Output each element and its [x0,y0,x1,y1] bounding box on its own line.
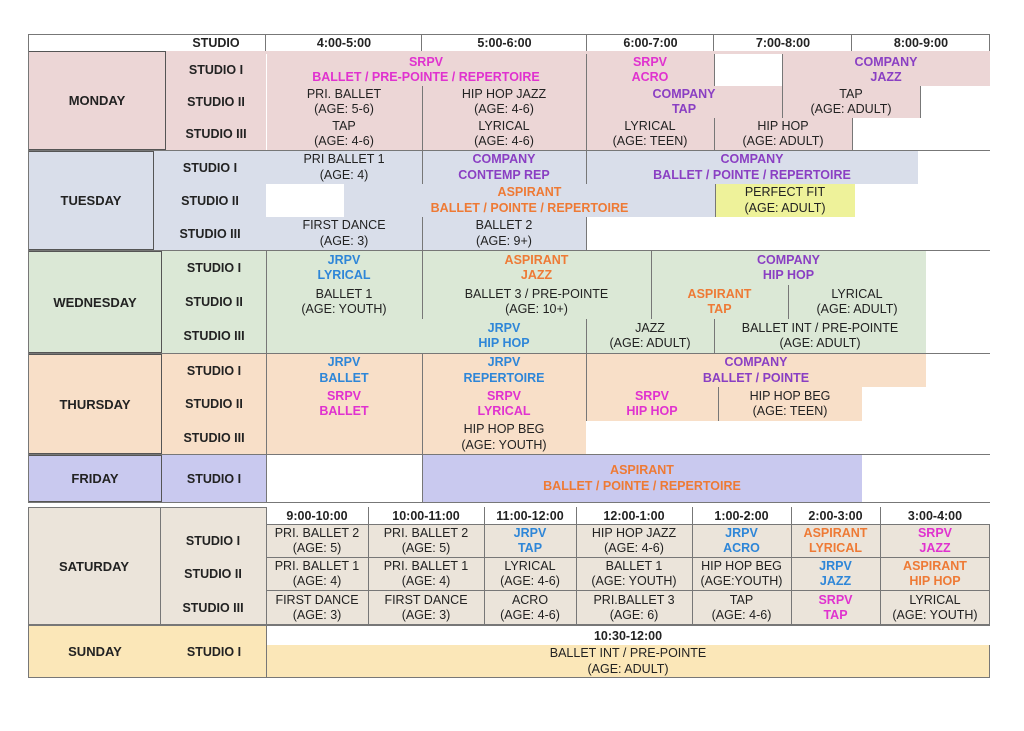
monday-s2-hiphop-jazz: HIP HOP JAZZ (AGE: 4-6) [461,86,547,116]
saturday-studio-2: STUDIO II [184,566,242,581]
saturday-s2-3: ASPIRANT HIP HOP [903,558,967,588]
header-time-8: 8:00-9:00 [852,34,990,51]
wednesday-s1-company-hiphop: COMPANY HIP HOP [757,252,820,282]
tuesday-s2-aspirant-ballet: ASPIRANT BALLET / POINTE / REPERTOIRE [430,185,629,215]
sunday-studio-1: STUDIO I [186,644,242,659]
sunday-time: 10:30-12:00 [593,628,663,643]
saturday-s2-2: JRPV JAZZ [819,558,852,588]
saturday-s3-2: SRPV TAP [818,592,853,622]
thursday-s2-srpv-hiphop: SRPV HIP HOP [626,388,678,418]
day-tuesday: TUESDAY [28,151,154,250]
saturday-s2-1: HIP HOP BEG (AGE:YOUTH) [700,558,783,588]
wednesday-s3-jazz-adult: JAZZ (AGE: ADULT) [609,320,691,350]
saturday-time-11: 11:00-12:00 [496,508,564,523]
saturday-s1-9: PRI. BALLET 2 (AGE: 5) [274,525,360,555]
saturday-s2-11: LYRICAL (AGE: 4-6) [500,558,560,588]
saturday-s1-1: JRPV ACRO [723,525,760,555]
saturday-studio-3: STUDIO III [182,600,244,615]
thursday-s2-srpv-ballet: SRPV BALLET [319,388,369,418]
tuesday-s1-company-ballet: COMPANY BALLET / POINTE / REPERTOIRE [653,152,851,182]
day-wednesday: WEDNESDAY [28,251,162,353]
wednesday-s3-jrpv-hiphop: JRPV HIP HOP [478,320,530,350]
monday-studio-3: STUDIO III [185,127,247,141]
monday-s1-company-jazz: COMPANY JAZZ [854,54,918,84]
monday-studio-2: STUDIO II [187,95,245,109]
wednesday-s2-ballet-3: BALLET 3 / PRE-POINTE (AGE: 10+) [464,286,609,316]
saturday-s3-10: FIRST DANCE (AGE: 3) [384,592,468,622]
tuesday-s2-perfect-fit: PERFECT FIT (AGE: ADULT) [715,184,855,217]
sunday-s1-ballet-int: BALLET INT / PRE-POINTE (AGE: ADULT) [549,646,707,676]
day-saturday: SATURDAY [58,558,130,574]
thursday-s1-company-ballet: COMPANY BALLET / POINTE [702,355,810,385]
wednesday-s2-aspirant-tap: ASPIRANT TAP [687,286,752,316]
thursday-s1-jrpv-ballet: JRPV BALLET [319,355,369,385]
monday-s1-srpv-acro: SRPV ACRO [631,54,669,84]
saturday-s3-12: PRI.BALLET 3 (AGE: 6) [593,592,675,622]
saturday-s2-12: BALLET 1 (AGE: YOUTH) [591,558,677,588]
header-time-5: 5:00-6:00 [422,34,587,51]
thursday-s3-hiphop-beg: HIP HOP BEG (AGE: YOUTH) [461,422,547,452]
day-thursday: THURSDAY [28,354,162,454]
saturday-time-9: 9:00-10:00 [286,508,348,523]
saturday-time-3: 3:00-4:00 [907,508,963,523]
wednesday-s3-ballet-int: BALLET INT / PRE-POINTE (AGE: ADULT) [741,320,899,350]
saturday-time-10: 10:00-11:00 [392,508,460,523]
thursday-s1-jrpv-repertoire: JRPV REPERTOIRE [463,355,545,385]
saturday-s1-11: JRPV TAP [513,525,547,555]
header-studio: STUDIO [166,34,266,51]
schedule-header [28,34,990,51]
tuesday-studio-1: STUDIO I [182,160,238,175]
header-time-7: 7:00-8:00 [714,34,852,51]
day-friday: FRIDAY [28,455,162,502]
day-monday: MONDAY [28,51,166,150]
wednesday-s2-ballet-1: BALLET 1 (AGE: YOUTH) [301,286,387,316]
tuesday-s3-ballet-2: BALLET 2 (AGE: 9+) [475,218,533,248]
thursday-studio-1: STUDIO I [186,363,242,378]
wednesday-s1-aspirant-jazz: ASPIRANT JAZZ [504,252,569,282]
monday-s3-lyrical: LYRICAL (AGE: 4-6) [474,118,534,148]
wednesday-studio-1: STUDIO I [186,261,242,275]
monday-s3-tap: TAP (AGE: 4-6) [314,118,374,148]
monday-s2-tap-adult: TAP (AGE: ADULT) [810,86,892,116]
saturday-time-2: 2:00-3:00 [808,508,863,523]
saturday-s2-9: PRI. BALLET 1 (AGE: 4) [274,558,360,588]
saturday-s1-2: ASPIRANT LYRICAL [803,525,868,555]
saturday-s1-10: PRI. BALLET 2 (AGE: 5) [383,525,469,555]
saturday-time-12: 12:00-1:00 [603,508,665,523]
wednesday-studio-2: STUDIO II [185,295,243,309]
monday-s3-lyrical-teen: LYRICAL (AGE: TEEN) [612,118,688,148]
tuesday-s3-first-dance: FIRST DANCE (AGE: 3) [302,218,386,248]
friday-s1-aspirant-ballet: ASPIRANT BALLET / POINTE / REPERTOIRE [422,455,862,502]
monday-s2-company-tap: COMPANY TAP [652,86,716,116]
saturday-s3-9: FIRST DANCE (AGE: 3) [275,592,359,622]
thursday-s2-hiphop-beg: HIP HOP BEG (AGE: TEEN) [749,388,831,418]
wednesday-s1-jrpv-lyrical: JRPV LYRICAL [317,252,371,282]
tuesday-studio-2: STUDIO II [181,193,239,208]
header-time-6: 6:00-7:00 [587,34,714,51]
thursday-s2-srpv-lyrical: SRPV LYRICAL [477,388,531,418]
saturday-s3-3: LYRICAL (AGE: YOUTH) [892,592,978,622]
saturday-time-1: 1:00-2:00 [714,508,769,523]
day-sunday: SUNDAY [68,644,122,659]
saturday-s3-1: TAP (AGE: 4-6) [711,592,772,622]
tuesday-studio-3: STUDIO III [179,226,241,241]
monday-studio-1: STUDIO I [188,63,244,77]
wednesday-s2-lyrical-adult: LYRICAL (AGE: ADULT) [816,286,898,316]
friday-studio-1: STUDIO I [162,455,266,502]
monday-s1-srpv-ballet: SRPV BALLET / PRE-POINTE / REPERTOIRE [312,54,540,84]
saturday-s2-10: PRI. BALLET 1 (AGE: 4) [383,558,469,588]
thursday-studio-3: STUDIO III [183,430,245,445]
saturday-s1-3: SRPV JAZZ [917,525,953,555]
saturday-s3-11: ACRO (AGE: 4-6) [500,592,560,622]
wednesday-studio-3: STUDIO III [183,329,245,343]
monday-s2-pri-ballet: PRI. BALLET (AGE: 5-6) [306,86,382,116]
tuesday-s1-company-contemp: COMPANY CONTEMP REP [458,152,550,182]
tuesday-s1-pri-ballet: PRI BALLET 1 (AGE: 4) [303,152,385,182]
header-time-4: 4:00-5:00 [266,34,422,51]
monday-s3-hiphop-adult: HIP HOP (AGE: ADULT) [742,118,824,148]
saturday-s1-12: HIP HOP JAZZ (AGE: 4-6) [591,525,677,555]
saturday-studio-1: STUDIO I [185,533,241,548]
thursday-studio-2: STUDIO II [185,397,243,411]
